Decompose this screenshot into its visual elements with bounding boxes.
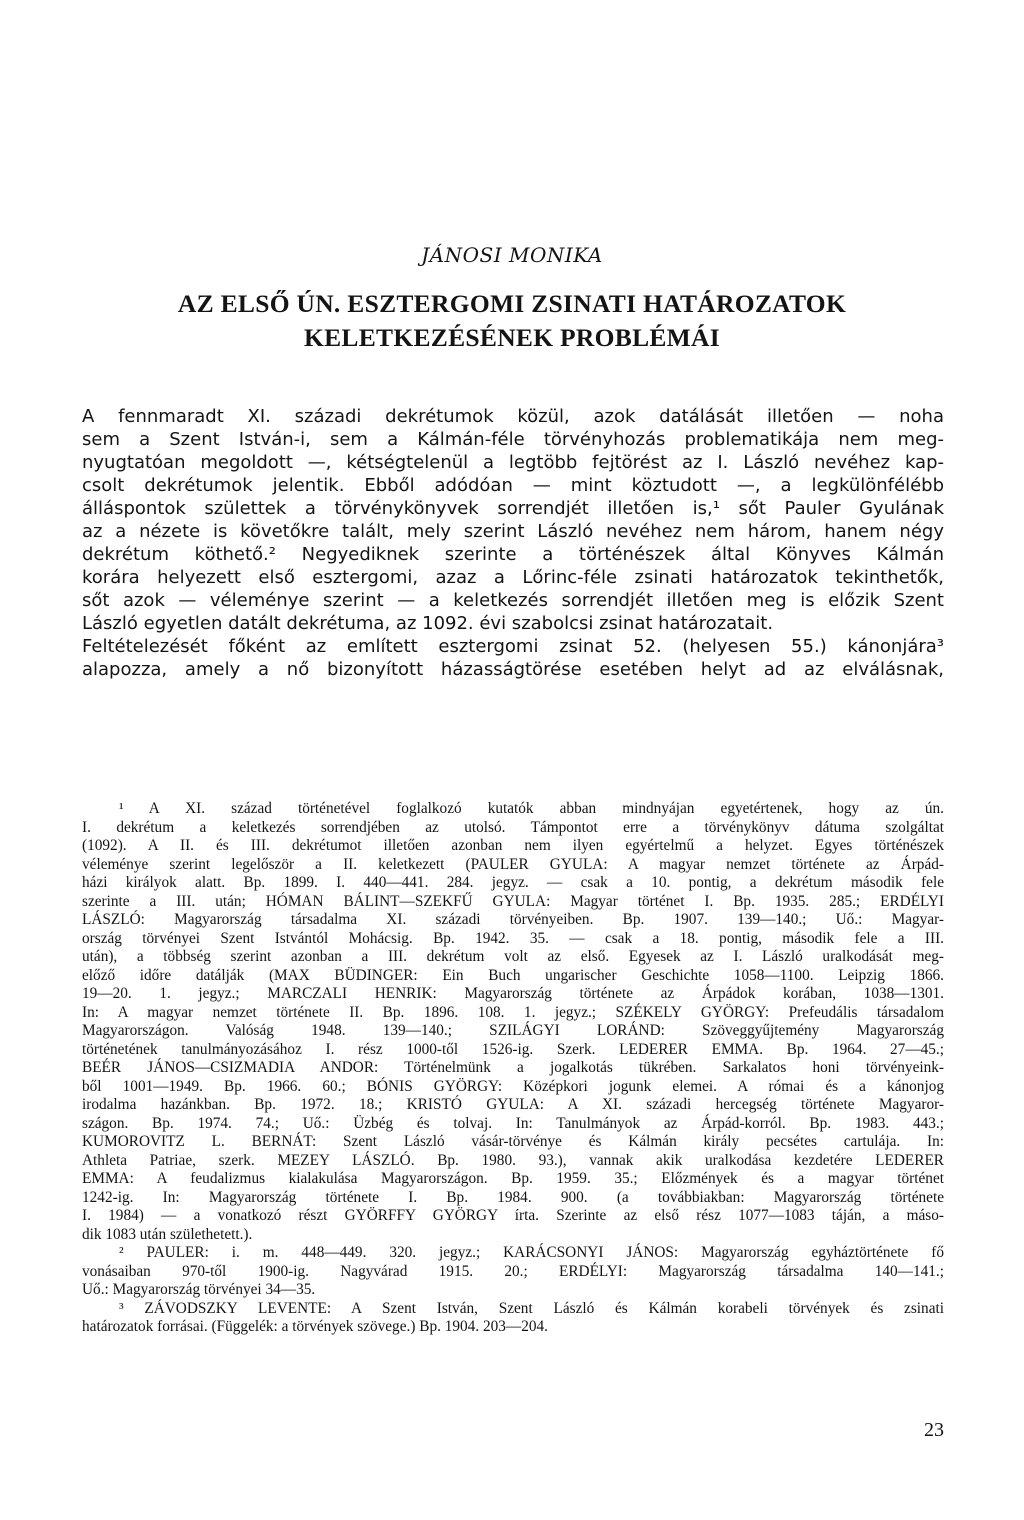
footnote-1-line: EMMA: A feudalizmus kialakulása Magyarországon. Bp. 1959. 35.; Előzmények és a magyar történet xyxy=(82,1170,944,1187)
footnote-1-line: I. dekrétum a keletkezés sorrendjében az utolsó. Támpontot erre a törvénykönyv dátuma szolgáltat xyxy=(82,818,944,836)
body-line: korára helyezett első esztergomi, azaz a Lőrinc-féle zsinati határozatok tekinthetők, xyxy=(82,567,944,588)
footnote-3-line: határozatok forrásai. (Függelék: a törvények szövege.) Bp. 1904. 203—204. xyxy=(82,1318,548,1335)
footnote-1-line: szerinte a III. után; HÓMAN BÁLINT—SZEKFŰ GYULA: Magyar történet I. Bp. 1935. 285.; ERDÉLYI xyxy=(82,892,944,910)
footnotes xyxy=(82,800,944,1337)
footnote-3-line: ³ ZÁVODSZKY LEVENTE: A Szent István, Szent László és Kálmán korabeli törvények és zsinati xyxy=(119,1299,944,1317)
footnote-1-line: házi királyok alatt. Bp. 1899. I. 440—441. 284. jegyz. — csak a 10. pontig, a dekrétum második fele xyxy=(82,874,944,891)
body-line: sem a Szent István-i, sem a Kálmán-féle törvényhozás problematikája nem meg- xyxy=(82,429,944,450)
footnote-1-line: In: A magyar nemzet története II. Bp. 1896. 108. 1. jegyz.; SZÉKELY GYÖRGY: Prefeudális társadalom xyxy=(82,1003,944,1021)
title-line-1: AZ ELSŐ ÚN. ESZTERGOMI ZSINATI HATÁROZATOK xyxy=(177,289,847,318)
body-line: nyugtatóan megoldott —, kétségtelenül a legtöbb fejtörést az I. László nevéhez kap- xyxy=(82,452,944,473)
footnote-1-line: 1242-ig. In: Magyarország története I. Bp. 1984. 900. (a továbbiakban: Magyarország története xyxy=(82,1188,944,1206)
footnote-1-line: I. 1984) — a vonatkozó részt GYÖRFFY GYÖRGY írta. Szerinte az első rész 1077—1083 táján, a máso- xyxy=(82,1207,944,1224)
article-title xyxy=(82,287,942,355)
footnote-2-line: Uő.: Magyarország törvényei 34—35. xyxy=(82,1281,316,1298)
footnote-1-line: ből 1001—1949. Bp. 1966. 60.; BÓNIS GYÖRGY: Középkori jogunk elemei. A római és a kánonjog xyxy=(82,1077,944,1095)
body-line: csolt dekrétumok jelentik. Ebből adódóan — mint köztudott —, a legkülönfélébb xyxy=(82,475,944,496)
footnote-1-line: Magyarországon. Valóság 1948. 139—140.; SZILÁGYI LORÁND: Szöveggyűjtemény Magyarország xyxy=(82,1022,944,1039)
footnote-1-line: LÁSZLÓ: Magyarország társadalma XI. századi törvényeiben. Bp. 1907. 139—140.; Uő.: Magyar- xyxy=(82,911,944,928)
body-line: álláspontok születtek a törvénykönyvek sorrendjét illetően is,¹ sőt Pauler Gyulának xyxy=(82,498,944,519)
footnote-1-line: ¹ A XI. század történetével foglalkozó kutatók abban mindnyájan egyetértenek, hogy az ún. xyxy=(119,800,944,817)
body-line: László egyetlen datált dekrétuma, az 1092. évi szabolcsi zsinat határozatait. xyxy=(82,613,774,634)
body-line: dekrétum köthető.² Negyediknek szerinte a történészek által Könyves Kálmán xyxy=(82,544,944,565)
footnote-1-line: ország törvényei Szent Istvántól Mohácsig. Bp. 1942. 35. — csak a 18. pontig, második fele a III. xyxy=(82,929,944,947)
footnote-2-line: vonásaiban 970-től 1900-ig. Nagyvárad 1915. 20.; ERDÉLYI: Magyarország társadalma 140—141.; xyxy=(82,1262,944,1280)
footnote-1-line: előző időre datálják (MAX BÜDINGER: Ein Buch ungarischer Geschichte 1058—1100. Leipzig 1866. xyxy=(82,966,944,984)
footnote-1-line: véleménye szerint legelőször a II. keletkezett (PAULER GYULA: A magyar nemzet története az Árpád- xyxy=(82,855,944,873)
footnote-1-line: dik 1083 után születhetett.). xyxy=(82,1225,253,1243)
body-line: alapozza, amely a nő bizonyított házasságtörése esetében helyt ad az elválásnak, xyxy=(82,659,944,680)
footnote-1-line: BEÉR JÁNOS—CSIZMADIA ANDOR: Történelmünk a jogalkotás tükrében. Sarkalatos honi törvényeink- xyxy=(82,1059,944,1076)
author-name: JÁNOSI MONIKA xyxy=(421,243,603,267)
body-paragraphs xyxy=(82,405,944,681)
footnote-1-line: Athleta Patriae, szerk. MEZEY LÁSZLÓ. Bp. 1980. 93.), vannak akik uralkodása kezdetére LEDERER xyxy=(82,1151,944,1169)
page-number: 23 xyxy=(924,1419,944,1441)
body-line: A fennmaradt XI. századi dekrétumok közül, azok datálását illetően — noha xyxy=(82,406,944,427)
footnote-1-line: KUMOROVITZ L. BERNÁT: Szent László vásár-törvénye és Kálmán király pecsétes cartulája. In: xyxy=(82,1133,944,1150)
footnote-1-line: után), a többség szerint azonban a III. dekrétum volt az első. Egyesek az I. László uralkodását meg- xyxy=(82,948,944,965)
body-line: Feltételezését főként az említett esztergomi zsinat 52. (helyesen 55.) kánonjára³ xyxy=(82,636,944,657)
footnote-2-line: ² PAULER: i. m. 448—449. 320. jegyz.; KARÁCSONYI JÁNOS: Magyarország egyháztörténete fő xyxy=(119,1244,944,1261)
footnote-1-line: (1092). A II. és III. dekrétumot illetően azonban nem ilyen egyértelmű a helyzet. Egyes történészek xyxy=(82,837,944,854)
footnote-1-line: 19—20. 1. jegyz.; MARCZALI HENRIK: Magyarország története az Árpádok korában, 1038—1301. xyxy=(82,985,944,1002)
body-line: sőt azok — véleménye szerint — a keletkezés sorrendjét illetően meg is előzik Szent xyxy=(82,590,944,611)
footnote-1-line: irodalma hazánkban. Bp. 1972. 18.; KRISTÓ GYULA: A XI. századi hercegség története Magyaror- xyxy=(82,1096,944,1113)
footnote-1-line: szágon. Bp. 1974. 74.; Uő.: Üzbég és tolvaj. In: Tanulmányok az Árpád-korról. Bp. 1983. 443.; xyxy=(82,1114,944,1132)
footnote-1-line: történetének tanulmányozásához I. rész 1000-től 1526-ig. Szerk. LEDERER EMMA. Bp. 1964. 27—45.; xyxy=(82,1040,944,1058)
title-line-2: KELETKEZÉSÉNEK PROBLÉMÁI xyxy=(303,323,720,352)
body-line: az a nézete is követőkre talált, mely szerint László nevéhez nem három, hanem négy xyxy=(82,521,944,542)
